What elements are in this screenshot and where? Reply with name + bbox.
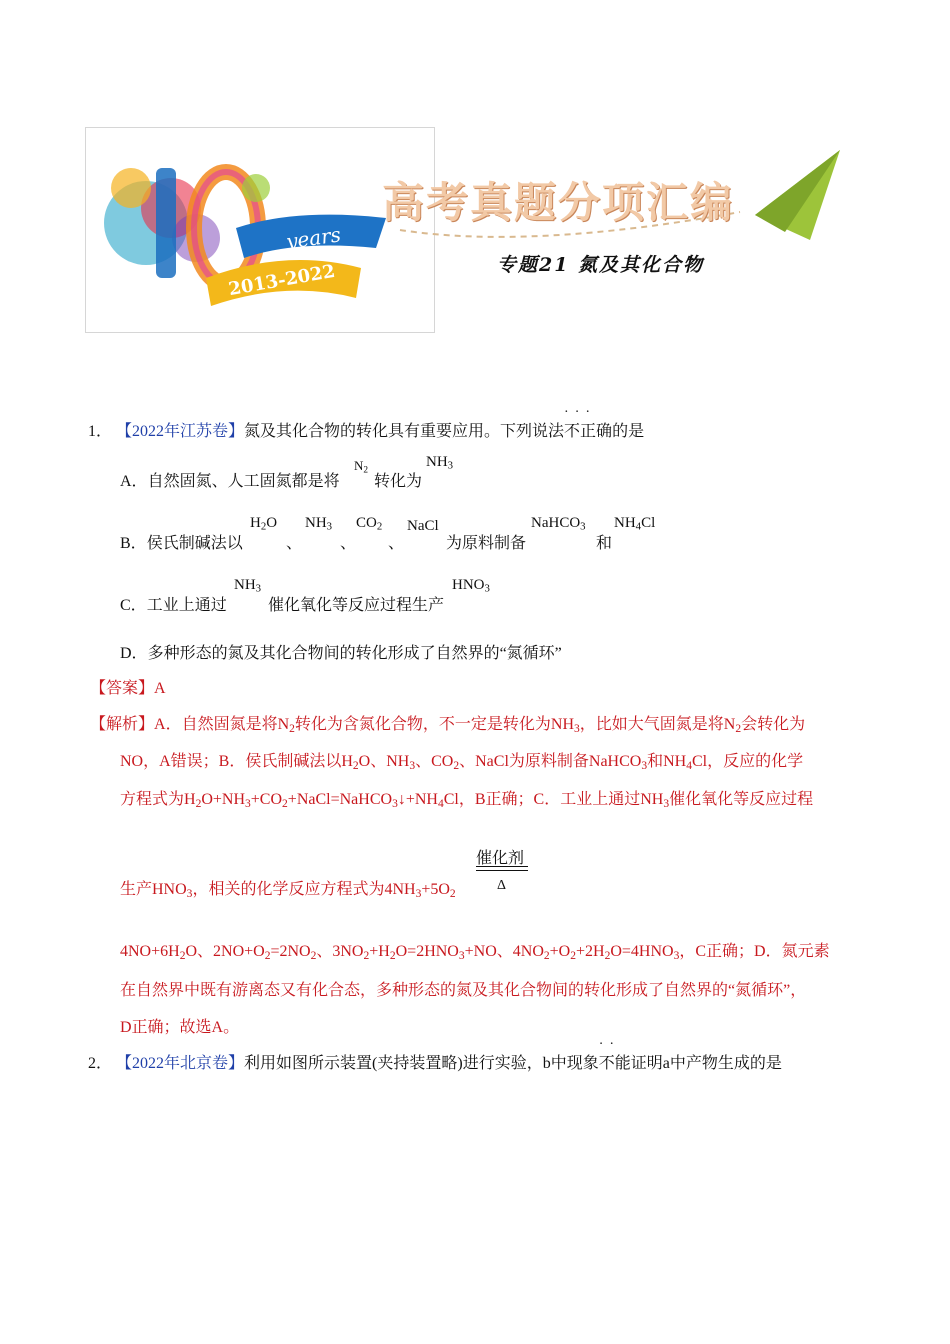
years-label: years	[284, 222, 343, 254]
analysis-line-4: 生产$HNO_3$，相关的化学反应方程式为$4NH_3+5O_2$	[120, 881, 456, 900]
option-a-text2: 转化为	[374, 473, 423, 490]
equals-arrow-line	[476, 866, 528, 867]
reaction-condition: 催化剂	[476, 850, 525, 867]
formula-co2: $CO_2$	[356, 515, 383, 533]
equals-arrow-line	[476, 870, 528, 871]
formula-nh3: $NH_3$	[305, 515, 333, 533]
answer-line	[90, 675, 166, 698]
stem-text-end: 证明a中产物生成的是	[630, 1055, 782, 1072]
formula-nh4cl: $NH_4Cl$	[614, 515, 656, 533]
option-text: 工业上通过	[146, 597, 227, 614]
stem-text: 利用如图所示装置(夹持装置略)进行实验，b中现象	[244, 1055, 599, 1072]
option-c-text2: 催化氧化等反应过程生产	[268, 597, 445, 614]
analysis-line-5: $4NO+6H_2O$、$2NO+O_2=2NO_2$、$3NO_2+H_2O=2HNO_3+NO$、$4NO_2+O_2+2H_2O=4HNO_3$，C正确；D．氮元素	[120, 943, 830, 962]
option-d	[120, 640, 562, 663]
option-label: A．	[120, 473, 148, 490]
option-text: 自然固氮、人工固氮都是将	[147, 473, 340, 490]
separator: 、	[388, 535, 405, 552]
option-text: 侯氏制碱法以	[146, 535, 243, 552]
formula-nh3: $NH_3$	[234, 577, 262, 595]
separator: 、	[340, 535, 357, 552]
question-source: 【2022年江苏卷】	[124, 423, 245, 440]
banner-title: 高考真题分项汇编	[382, 178, 735, 227]
analysis-label: 【解析】	[90, 716, 155, 733]
answer-label: 【答案】	[90, 680, 155, 697]
analysis-line-2: NO，A错误；B．侯氏制碱法以$H_2O$、$NH_3$、$CO_2$、NaCl为原料制备NaHCO$_3$和$NH_4Cl$，反应的化学	[120, 753, 804, 772]
separator: 、	[286, 535, 303, 552]
question-2-stem	[88, 1050, 782, 1073]
question-number: 1．	[88, 423, 113, 440]
formula-n2: $N_2$	[354, 458, 369, 476]
option-b-text2: 为原料制备	[446, 535, 527, 552]
analysis-line-3: 方程式为$H_2O+NH_3+CO_2+NaCl=NaHCO_3↓+NH_4Cl$，B正确；C．工业上通过$NH_3$催化氧化等反应过程	[120, 791, 814, 810]
analysis-line-7: D正确；故选A。	[120, 1019, 240, 1036]
emphasis-text: ·· 不能	[599, 1050, 631, 1073]
option-b	[120, 530, 243, 553]
formula-nacl: NaCl	[407, 518, 439, 534]
topic-subtitle: 专题21 氮及其化合物	[497, 254, 705, 276]
answer-value: A	[154, 680, 166, 697]
option-c	[120, 592, 227, 615]
stem-text: 氮及其化合物的转化具有重要应用。下列说法	[244, 423, 565, 440]
question-source: 【2022年北京卷】	[124, 1055, 245, 1072]
option-label: B．	[120, 535, 147, 552]
option-a	[120, 468, 340, 491]
formula-nahco3: NaHCO$_3$	[531, 515, 586, 533]
analysis-line-1: 【解析】A．自然固氮是将$N_2$转化为含氮化合物，不一定是转化为$NH_3$，比如大气固氮是将$N_2$会转化为	[90, 716, 806, 735]
year-range-label: 2013-2022	[226, 260, 337, 301]
formula-h2o: $H_2O$	[250, 515, 278, 533]
formula-nh3: $NH_3$	[426, 454, 454, 472]
analysis-line-6: 在自然界中既有游离态又有化合态，多种形态的氮及其化合物间的转化形成了自然界的“氮循环”，	[120, 982, 807, 999]
emphasis-text: ··· 不正确	[564, 418, 612, 441]
option-label: D．	[120, 645, 148, 662]
option-b-text3: 和	[596, 535, 613, 552]
option-label: C．	[120, 597, 147, 614]
question-1-stem	[88, 418, 644, 441]
question-number: 2．	[88, 1055, 113, 1072]
stem-text-end: 的是	[612, 423, 645, 440]
formula-hno3: $HNO_3$	[452, 577, 490, 595]
heat-symbol: Δ	[497, 878, 507, 893]
option-text: 多种形态的氮及其化合物间的转化形成了自然界的“氮循环”	[147, 645, 562, 662]
